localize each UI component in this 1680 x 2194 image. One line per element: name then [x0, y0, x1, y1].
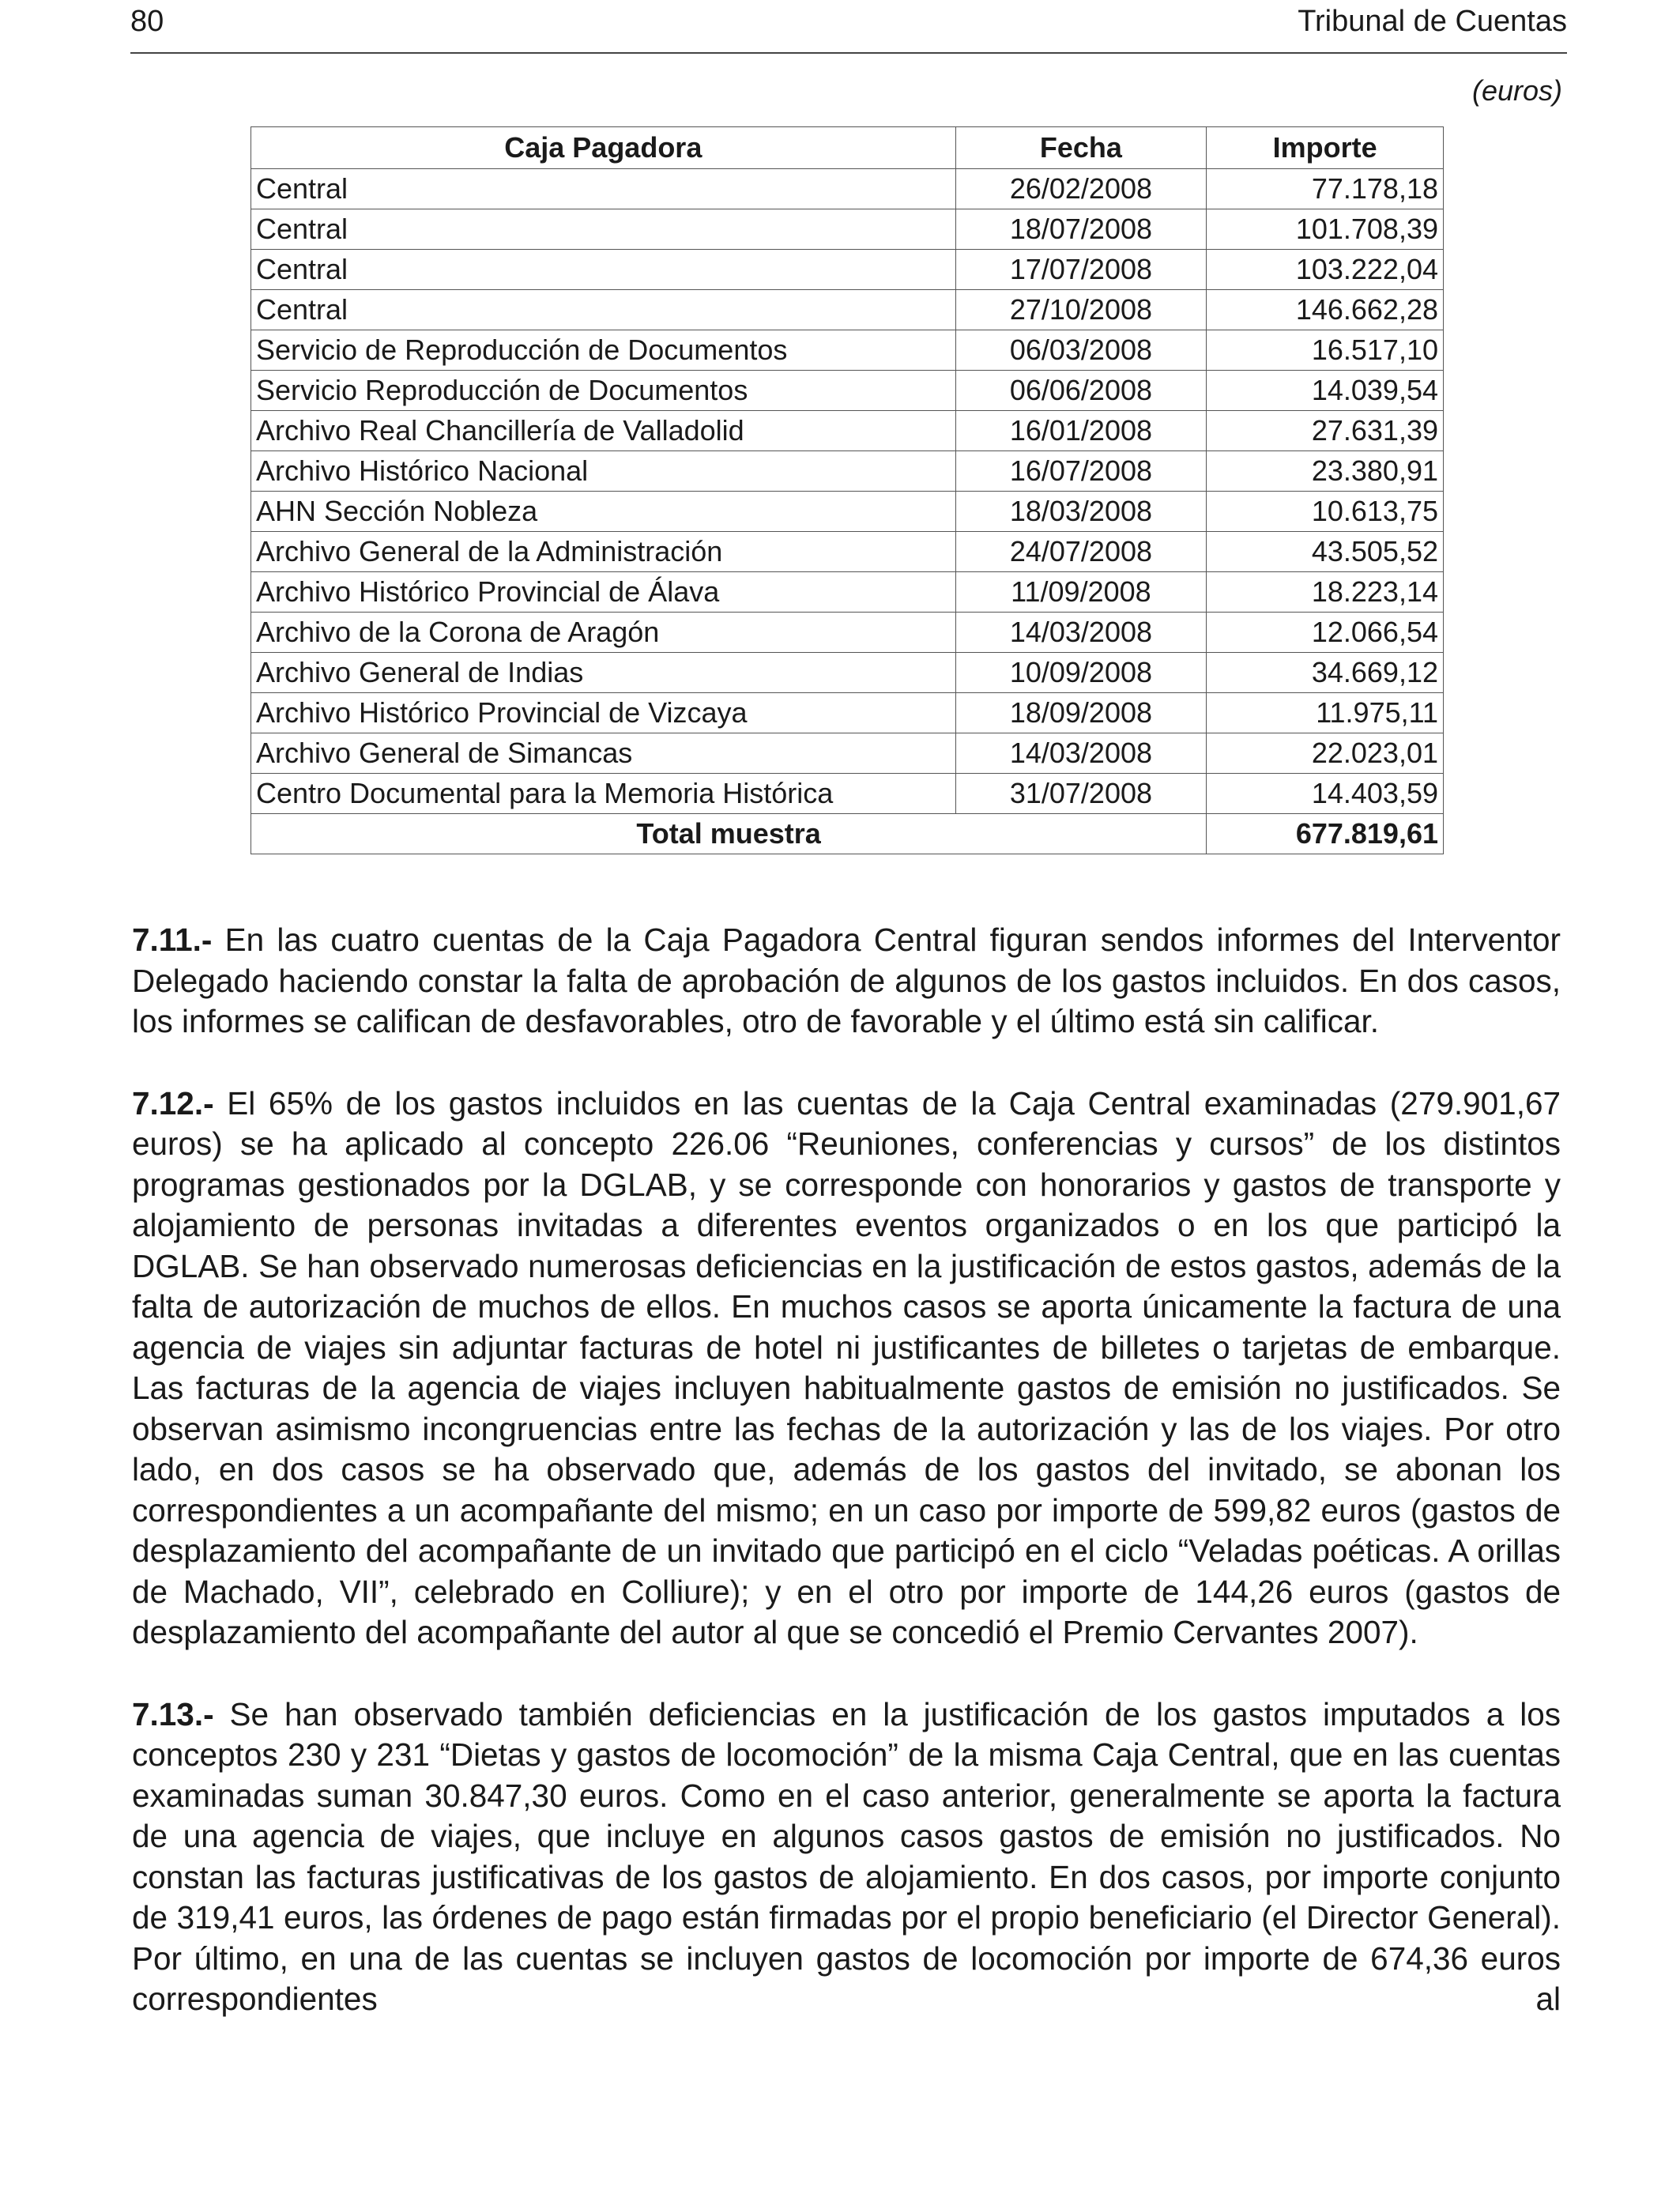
- paragraph-number: 7.12.-: [132, 1084, 214, 1122]
- cell-caja: Archivo Histórico Provincial de Vizcaya: [251, 693, 956, 733]
- cell-importe: 16.517,10: [1207, 330, 1444, 371]
- cell-caja: Archivo General de la Administración: [251, 532, 956, 572]
- table-row: [251, 693, 1444, 733]
- cell-importe: 10.613,75: [1207, 492, 1444, 532]
- table-header-row: [251, 127, 1444, 169]
- cell-importe: 103.222,04: [1207, 250, 1444, 290]
- running-title: Tribunal de Cuentas: [1298, 5, 1567, 38]
- cell-fecha: 14/03/2008: [955, 733, 1207, 774]
- paragraph-7-13: [132, 1695, 1561, 2020]
- total-label: Total muestra: [251, 814, 1207, 854]
- cell-importe: 18.223,14: [1207, 572, 1444, 613]
- cell-caja: Archivo Histórico Nacional: [251, 451, 956, 492]
- total-value: 677.819,61: [1207, 814, 1444, 854]
- cell-importe: 14.039,54: [1207, 371, 1444, 411]
- cell-importe: 11.975,11: [1207, 693, 1444, 733]
- page-header: [130, 0, 1567, 54]
- paragraph-number: 7.11.-: [132, 922, 213, 958]
- cell-caja: Servicio Reproducción de Documentos: [251, 371, 956, 411]
- paragraph-7-11: [132, 920, 1561, 1042]
- paragraph-text: En las cuatro cuentas de la Caja Pagadora Central figuran sendos informes del Interventor Delegado haciendo constar la falta de aprobación de algunos de los gastos incluidos. En dos casos, los informes se califican de desfavorables, otro de favorable y el último está sin calificar.: [132, 922, 1561, 1039]
- paragraph-text: Se han observado también deficiencias en la justificación de los gastos imputados a los conceptos 230 y 231 “Dietas y gastos de locomoción” de la misma Caja Central, que en las cuentas examinadas suman 30.847,30 euros. Como en el caso anterior, generalmente se aporta la factura de una agencia de viajes, que incluye en algunos casos gastos de emisión no justificados. No constan las facturas justificativas de los gastos de alojamiento. En dos casos, por importe conjunto de 319,41 euros, las órdenes de pago están firmadas por el propio beneficiario (el Director General). Por último, en una de las cuentas se incluyen gastos de locomoción por importe de 674,36 euros correspondientes al: [132, 1695, 1561, 2017]
- cell-importe: 22.023,01: [1207, 733, 1444, 774]
- table-row: [251, 209, 1444, 250]
- table-body: [251, 169, 1444, 814]
- cell-caja: Servicio de Reproducción de Documentos: [251, 330, 956, 371]
- table-row: [251, 653, 1444, 693]
- paragraph-number: 7.13.-: [132, 1695, 214, 1732]
- cell-caja: AHN Sección Nobleza: [251, 492, 956, 532]
- cell-fecha: 31/07/2008: [955, 774, 1207, 814]
- cell-importe: 12.066,54: [1207, 613, 1444, 653]
- payment-sample-table: [250, 126, 1444, 854]
- cell-caja: Central: [251, 209, 956, 250]
- cell-caja: Archivo General de Simancas: [251, 733, 956, 774]
- cell-importe: 146.662,28: [1207, 290, 1444, 330]
- cell-fecha: 18/03/2008: [955, 492, 1207, 532]
- cell-caja: Centro Documental para la Memoria Histórica: [251, 774, 956, 814]
- report-body: [132, 920, 1561, 2020]
- cell-importe: 27.631,39: [1207, 411, 1444, 451]
- paragraph-7-12: [132, 1084, 1561, 1653]
- cell-caja: Central: [251, 169, 956, 209]
- cell-caja: Central: [251, 290, 956, 330]
- cell-importe: 23.380,91: [1207, 451, 1444, 492]
- cell-fecha: 16/01/2008: [955, 411, 1207, 451]
- table-row: [251, 411, 1444, 451]
- cell-fecha: 17/07/2008: [955, 250, 1207, 290]
- table-row: [251, 290, 1444, 330]
- cell-fecha: 06/03/2008: [955, 330, 1207, 371]
- cell-fecha: 24/07/2008: [955, 532, 1207, 572]
- total-row: [251, 814, 1444, 854]
- cell-fecha: 27/10/2008: [955, 290, 1207, 330]
- table-row: [251, 250, 1444, 290]
- cell-fecha: 14/03/2008: [955, 613, 1207, 653]
- cell-caja: Archivo General de Indias: [251, 653, 956, 693]
- cell-fecha: 18/07/2008: [955, 209, 1207, 250]
- cell-fecha: 26/02/2008: [955, 169, 1207, 209]
- cell-fecha: 18/09/2008: [955, 693, 1207, 733]
- table-row: [251, 371, 1444, 411]
- cell-importe: 101.708,39: [1207, 209, 1444, 250]
- column-header-importe: Importe: [1207, 127, 1444, 169]
- cell-fecha: 10/09/2008: [955, 653, 1207, 693]
- paragraph-text: El 65% de los gastos incluidos en las cuentas de la Caja Central examinadas (279.901,67 euros) se ha aplicado al concepto 226.06 “Reuniones, conferencias y cursos” de los distintos programas gestionados por la DGLAB, y se corresponde con honorarios y gastos de transporte y alojamiento de personas invitadas a diferentes eventos organizados o en los que participó la DGLAB. Se han observado numerosas deficiencias en la justificación de estos gastos, además de la falta de autorización de muchos de ellos. En muchos casos se aporta únicamente la factura de una agencia de viajes sin adjuntar facturas de hotel ni justificantes de billetes o tarjetas de embarque. Las facturas de la agencia de viajes incluyen habitualmente gastos de emisión no justificados. Se observan asimismo incongruencias entre las fechas de la autorización y las de los viajes. Por otro lado, en dos casos se ha observado que, además de los gastos del invitado, se abonan los correspondientes a un acompañante del mismo; en un caso por importe de 599,82 euros (gastos de desplazamiento del acompañante de un invitado que participó en el ciclo “Veladas poéticas. A orillas de Machado, VII”, celebrado en Colliure); y en el otro por importe de 144,26 euros (gastos de desplazamiento del acompañante del autor al que se concedió el Premio Cervantes 2007).: [132, 1084, 1561, 1650]
- table-row: [251, 774, 1444, 814]
- column-header-caja: Caja Pagadora: [251, 127, 956, 169]
- cell-fecha: 11/09/2008: [955, 572, 1207, 613]
- cell-importe: 14.403,59: [1207, 774, 1444, 814]
- cell-fecha: 16/07/2008: [955, 451, 1207, 492]
- cell-caja: Archivo Real Chancillería de Valladolid: [251, 411, 956, 451]
- cell-caja: Central: [251, 250, 956, 290]
- cell-importe: 34.669,12: [1207, 653, 1444, 693]
- cell-caja: Archivo Histórico Provincial de Álava: [251, 572, 956, 613]
- cell-importe: 43.505,52: [1207, 532, 1444, 572]
- table-row: [251, 613, 1444, 653]
- table-row: [251, 572, 1444, 613]
- table-row: [251, 451, 1444, 492]
- table-row: [251, 532, 1444, 572]
- cell-caja: Archivo de la Corona de Aragón: [251, 613, 956, 653]
- table-row: [251, 733, 1444, 774]
- cell-fecha: 06/06/2008: [955, 371, 1207, 411]
- page-number: 80: [130, 5, 164, 38]
- currency-unit-note: (euros): [1471, 74, 1562, 107]
- table-row: [251, 330, 1444, 371]
- table-row: [251, 492, 1444, 532]
- table-row: [251, 169, 1444, 209]
- column-header-fecha: Fecha: [955, 127, 1207, 169]
- cell-importe: 77.178,18: [1207, 169, 1444, 209]
